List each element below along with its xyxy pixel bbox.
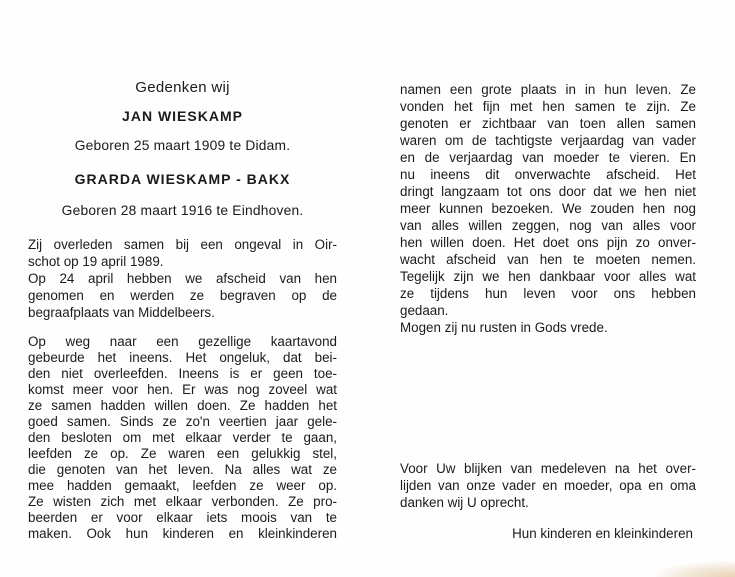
text-line: die genoten van het leven. Na alles wat ze	[28, 462, 337, 477]
text-line: komst meer voor hen. Er was nog zoveel wat	[28, 382, 337, 397]
text-line: schot op 19 april 1989.	[28, 254, 164, 269]
text-line: begraafplaats van Middelbeers.	[28, 305, 215, 320]
left-page	[28, 0, 337, 577]
paragraph-life-story	[28, 334, 337, 542]
text-line: namen een grote plaats in in hun leven. Ze	[400, 82, 696, 97]
text-line: Op weg naar een gezellige kaartavond	[28, 334, 337, 349]
deceased-name-2: GRARDA WIESKAMP - BAKX	[74, 171, 291, 187]
text-line: mee hadden gemaakt, leefden ze weer op.	[28, 478, 337, 493]
text-line: Ze wisten zich met elkaar verbonden. Ze pro-	[28, 494, 337, 509]
text-line: en de verjaardag van moeder te vieren. En	[400, 150, 696, 165]
text-line: hen willen doen. Het doet ons pijn zo onver-	[400, 235, 696, 250]
text-line: leefden ze op. Ze waren een gelukkig stel,	[28, 446, 337, 461]
text-line: genoten er zichtbaar van toen allen samen	[400, 116, 696, 131]
text-line: Tegelijk zijn we hen dankbaar voor alles wat	[400, 269, 696, 284]
birth-line-1: Geboren 25 maart 1909 te Didam.	[74, 138, 291, 153]
text-line: den niet overleefden. Ineens is er geen toe-	[28, 366, 337, 381]
paragraph-remembrance	[400, 81, 696, 336]
text-line: meer kunnen bezoeken. We zouden hen nog	[400, 201, 696, 216]
text-line: gedaan.	[400, 303, 449, 318]
paragraph-thanks	[400, 460, 696, 511]
text-line: nu ineens dit onverwachte afscheid. Het	[400, 167, 696, 182]
text-line: lijden van onze vader en moeder, opa en oma	[400, 478, 696, 493]
text-line: maken. Ook hun kinderen en kleinkinderen	[28, 526, 337, 541]
intro-text: Gedenken wij	[135, 79, 230, 96]
text-line: Zij overleden samen bij een ongeval in Oir-	[28, 237, 337, 252]
text-line: van alles willen zeggen, nog van alles voor	[400, 218, 696, 233]
text-line: beerden er voor elkaar iets moois van te	[28, 510, 337, 525]
text-line: ze samen hadden willen doen. Ze hadden het	[28, 398, 337, 413]
text-line: ze tijdens hun leven voor ons hebben	[400, 286, 696, 301]
text-line: goed samen. Sinds ze zo'n veertien jaar gele-	[28, 414, 337, 429]
text-line: Mogen zij nu rusten in Gods vrede.	[400, 320, 608, 335]
signature-text: Hun kinderen en kleinkinderen	[512, 526, 693, 541]
deceased-name-1: JAN WIESKAMP	[122, 108, 243, 124]
text-line: wacht afscheid van hen te moeten nemen.	[400, 252, 696, 267]
birth-line-2: Geboren 28 maart 1916 te Eindhoven.	[61, 203, 304, 218]
text-line: vonden het fijn met hen samen te zijn. Ze	[400, 99, 696, 114]
text-line: danken wij U oprecht.	[400, 495, 529, 510]
text-line: dringt langzaam tot ons door dat we hen niet	[400, 184, 696, 199]
text-line: Op 24 april hebben we afscheid van hen	[28, 271, 337, 286]
text-line: genomen en werden ze begraven op de	[28, 288, 337, 303]
text-line: waren om de tachtigste verjaardag van vader	[400, 133, 696, 148]
text-line: den besloten om met elkaar verder te gaan,	[28, 430, 337, 445]
text-line: Voor Uw blijken van medeleven na het over-	[400, 461, 696, 476]
right-page	[400, 0, 696, 577]
text-line: gebeurde het ineens. Het ongeluk, dat bei-	[28, 350, 337, 365]
paragraph-death-announcement	[28, 236, 337, 321]
